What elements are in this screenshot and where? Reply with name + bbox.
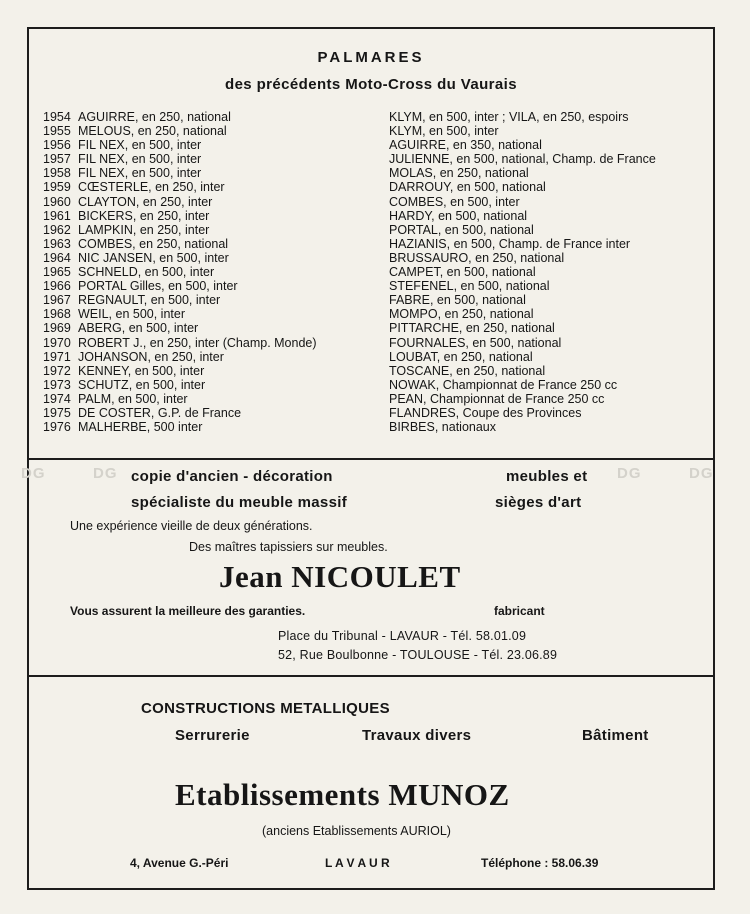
palmares-year: 1955 [43,124,71,139]
palmares-row [43,350,703,364]
watermark: DG [21,465,46,482]
nicoulet-specialty-1: copie d'ancien - décoration [131,468,333,485]
palmares-winner: JOHANSON, en 250, inter [78,349,224,364]
palmares-year: 1966 [43,279,71,294]
nicoulet-name: Jean NICOULET [219,559,461,594]
palmares-year: 1972 [43,363,71,378]
palmares-winner: FIL NEX, en 500, inter [78,152,202,167]
palmares-year: 1976 [43,420,71,435]
palmares-year: 1962 [43,222,71,237]
palmares-winner: BICKERS, en 250, inter [78,208,210,223]
nicoulet-guarantee: Vous assurent la meilleure des garanties. [70,604,306,618]
palmares-list [43,110,703,434]
palmares-other: CAMPET, en 500, national [389,265,536,280]
palmares-year: 1970 [43,335,71,350]
munoz-service-serrurerie: Serrurerie [175,727,250,744]
palmares-year: 1969 [43,321,71,336]
palmares-other: COMBES, en 500, inter [389,194,520,209]
palmares-other: DARROUY, en 500, national [389,180,546,195]
palmares-row [43,251,703,265]
palmares-year: 1961 [43,208,71,223]
munoz-former-name: (anciens Etablissements AURIOL) [262,824,451,838]
palmares-row [43,392,703,406]
palmares-winner: COMBES, en 250, national [78,236,229,251]
nicoulet-address-lavaur: Place du Tribunal - LAVAUR - Tél. 58.01.09 [278,629,527,643]
palmares-row [43,110,703,124]
palmares-other: AGUIRRE, en 350, national [389,138,542,153]
palmares-row [43,293,703,307]
palmares-winner: MALHERBE, 500 inter [78,420,203,435]
palmares-other: HAZIANIS, en 500, Champ. de France inter [389,236,631,251]
palmares-year: 1958 [43,166,71,181]
palmares-row [43,138,703,152]
page-frame [21,27,715,890]
palmares-year: 1954 [43,110,71,124]
palmares-row [43,279,703,293]
palmares-row [43,180,703,194]
palmares-row [43,420,703,434]
palmares-other: FOURNALES, en 500, national [389,335,562,350]
palmares-year: 1960 [43,194,71,209]
palmares-winner: PORTAL Gilles, en 500, inter [78,279,238,294]
palmares-row [43,124,703,138]
watermark: DG [93,465,118,482]
palmares-other: FABRE, en 500, national [389,293,526,308]
palmares-row [43,321,703,335]
palmares-winner: SCHUTZ, en 500, inter [78,377,206,392]
munoz-service-travaux: Travaux divers [362,727,472,744]
palmares-year: 1964 [43,250,71,265]
palmares-subtitle: des précédents Moto-Cross du Vaurais [225,76,517,93]
palmares-other: JULIENNE, en 500, national, Champ. de France [389,152,656,167]
palmares-other: FLANDRES, Coupe des Provinces [389,405,582,420]
palmares-year: 1956 [43,138,71,153]
palmares-other: HARDY, en 500, national [389,208,528,223]
munoz-town: L A V A U R [325,856,390,870]
divider [29,458,713,460]
munoz-service-batiment: Bâtiment [582,727,649,744]
watermark: DG [617,465,642,482]
nicoulet-experience: Une expérience vieille de deux générations. [70,519,313,533]
palmares-winner: PALM, en 500, inter [78,391,188,406]
palmares-winner: ROBERT J., en 250, inter (Champ. Monde) [78,335,317,350]
palmares-row [43,209,703,223]
palmares-other: PEAN, Championnat de France 250 cc [389,391,605,406]
palmares-year: 1957 [43,152,71,167]
palmares-other: KLYM, en 500, inter [389,124,499,139]
palmares-row [43,166,703,180]
munoz-name: Etablissements MUNOZ [175,777,510,812]
palmares-year: 1965 [43,265,71,280]
palmares-year: 1973 [43,377,71,392]
palmares-winner: CŒSTERLE, en 250, inter [78,180,225,195]
palmares-winner: LAMPKIN, en 250, inter [78,222,210,237]
palmares-other: KLYM, en 500, inter ; VILA, en 250, espoirs [389,110,629,124]
palmares-year: 1959 [43,180,71,195]
palmares-winner: AGUIRRE, en 250, national [78,110,231,124]
palmares-other: MOMPO, en 250, national [389,307,534,322]
palmares-year: 1974 [43,391,71,406]
palmares-winner: WEIL, en 500, inter [78,307,186,322]
palmares-winner: NIC JANSEN, en 500, inter [78,250,229,265]
palmares-other: STEFENEL, en 500, national [389,279,550,294]
nicoulet-specialty-2: spécialiste du meuble massif [131,494,347,511]
palmares-other: BIRBES, nationaux [389,420,497,435]
palmares-year: 1971 [43,349,71,364]
palmares-winner: FIL NEX, en 500, inter [78,166,202,181]
palmares-row [43,307,703,321]
palmares-row [43,336,703,350]
nicoulet-fabricant: fabricant [494,604,545,618]
palmares-other: MOLAS, en 250, national [389,166,529,181]
nicoulet-masters: Des maîtres tapissiers sur meubles. [189,540,388,554]
palmares-title: PALMARES [317,49,425,66]
palmares-winner: FIL NEX, en 500, inter [78,138,202,153]
nicoulet-address-toulouse: 52, Rue Boulbonne - TOULOUSE - Tél. 23.06.89 [278,648,558,662]
munoz-phone: Téléphone : 58.06.39 [481,856,599,870]
palmares-winner: DE COSTER, G.P. de France [78,405,242,420]
palmares-other: PITTARCHE, en 250, national [389,321,555,336]
munoz-heading: CONSTRUCTIONS METALLIQUES [141,700,390,717]
palmares-row [43,406,703,420]
palmares-year: 1967 [43,293,71,308]
nicoulet-product-1: meubles et [506,468,588,485]
palmares-other: PORTAL, en 500, national [389,222,534,237]
munoz-address: 4, Avenue G.-Péri [130,856,229,870]
palmares-other: BRUSSAURO, en 250, national [389,250,565,265]
palmares-row [43,237,703,251]
palmares-row [43,378,703,392]
palmares-year: 1968 [43,307,71,322]
palmares-other: NOWAK, Championnat de France 250 cc [389,377,618,392]
palmares-year: 1963 [43,236,71,251]
palmares-winner: REGNAULT, en 500, inter [78,293,221,308]
palmares-row [43,265,703,279]
palmares-winner: SCHNELD, en 500, inter [78,265,215,280]
palmares-winner: MELOUS, en 250, national [78,124,227,139]
divider [29,675,713,677]
nicoulet-product-2: sièges d'art [495,494,582,511]
palmares-row [43,223,703,237]
palmares-other: LOUBAT, en 250, national [389,349,533,364]
palmares-winner: KENNEY, en 500, inter [78,363,205,378]
palmares-row [43,195,703,209]
palmares-other: TOSCANE, en 250, national [389,363,546,378]
palmares-year: 1975 [43,405,71,420]
palmares-winner: ABERG, en 500, inter [78,321,199,336]
palmares-winner: CLAYTON, en 250, inter [78,194,213,209]
watermark: DG [689,465,714,482]
palmares-row [43,364,703,378]
palmares-row [43,152,703,166]
